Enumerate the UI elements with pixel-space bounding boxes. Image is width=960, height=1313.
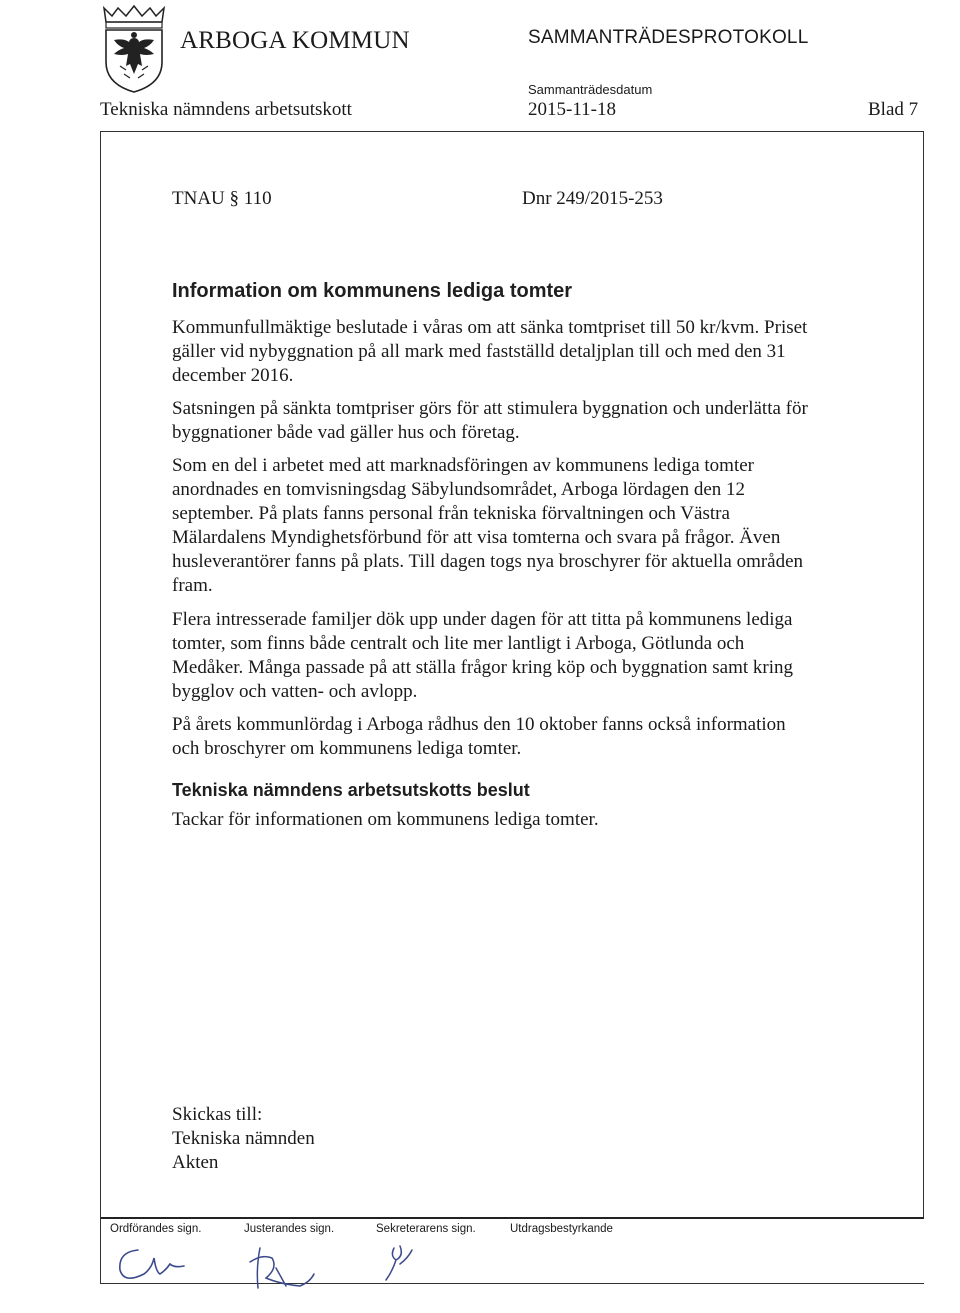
frame-left-rule [100, 131, 101, 1218]
committee-name: Tekniska nämndens arbetsutskott [100, 99, 352, 120]
document-type: SAMMANTRÄDESPROTOKOLL [528, 27, 809, 48]
adjuster-signature [250, 1248, 314, 1288]
distribution-recipient: Akten [172, 1152, 219, 1173]
chair-signature [120, 1250, 184, 1278]
distribution-heading: Skickas till: [172, 1104, 263, 1125]
body-paragraph: Kommunfullmäktige beslutade i våras om att sänka tomtpriset till 50 kr/kvm. Priset gäller vid nybyggnation på all mark med fastställd detaljplan till och med den 31 december 2016. [172, 317, 808, 386]
body-paragraph: Satsningen på sänkta tomtpriser görs för att stimulera byggnation och underlätta för byggnationer både vad gäller hus och företag. [172, 398, 808, 443]
arboga-crest-icon [100, 4, 168, 94]
diary-number: Dnr 249/2015-253 [522, 188, 663, 209]
body-paragraph: På årets kommunlördag i Arboga rådhus den 10 oktober fanns också information och broschyrer om kommunens lediga tomter. [172, 714, 786, 759]
distribution-recipient: Tekniska nämnden [172, 1128, 315, 1149]
page-number: Blad 7 [868, 99, 919, 120]
handwritten-signatures [100, 1228, 520, 1308]
decision-heading: Tekniska nämndens arbetsutskotts beslut [172, 780, 530, 800]
extract-certified-label: Utdragsbestyrkande [510, 1223, 613, 1235]
body-paragraph: Flera intresserade familjer dök upp under dagen för att titta på kommunens lediga tomter, som finns både centralt och lite mer lantligt i Arboga, Götlunda och Medåker. Många passade på att ställa frågor kring köp och byggnation samt kring bygglov och vatten- och avlopp. [172, 609, 794, 702]
secretary-sign-label: Sekreterarens sign. [376, 1223, 476, 1235]
footer-top-rule [100, 1217, 924, 1219]
frame-top-rule [100, 131, 924, 132]
body-paragraph: Som en del i arbetet med att marknadsföringen av kommunens lediga tomter anordnades en tomvisningsdag Säbylundsområdet, Arboga lördagen den 12 september. På plats fanns personal från tekniska förvaltningen och Västra Mälardalens Myndighetsförbund för att visa tomterna och svara på frågor. Även husleverantörer fanns på plats. Till dagen togs nya broschyrer för aktuella områden fram. [172, 455, 804, 596]
paragraph-number: TNAU § 110 [172, 188, 272, 209]
meeting-date-label: Sammanträdesdatum [528, 82, 653, 97]
adjuster-sign-label: Justerandes sign. [244, 1223, 335, 1235]
secretary-signature [386, 1246, 412, 1280]
meeting-date: 2015-11-18 [528, 99, 616, 120]
distribution-list [172, 1103, 315, 1175]
decision-text: Tackar för informationen om kommunens lediga tomter. [172, 809, 599, 830]
municipality-name: ARBOGA KOMMUN [180, 27, 410, 54]
section-title: Information om kommunens lediga tomter [172, 280, 573, 302]
chair-sign-label: Ordförandes sign. [110, 1223, 202, 1235]
frame-right-rule [923, 131, 924, 1218]
